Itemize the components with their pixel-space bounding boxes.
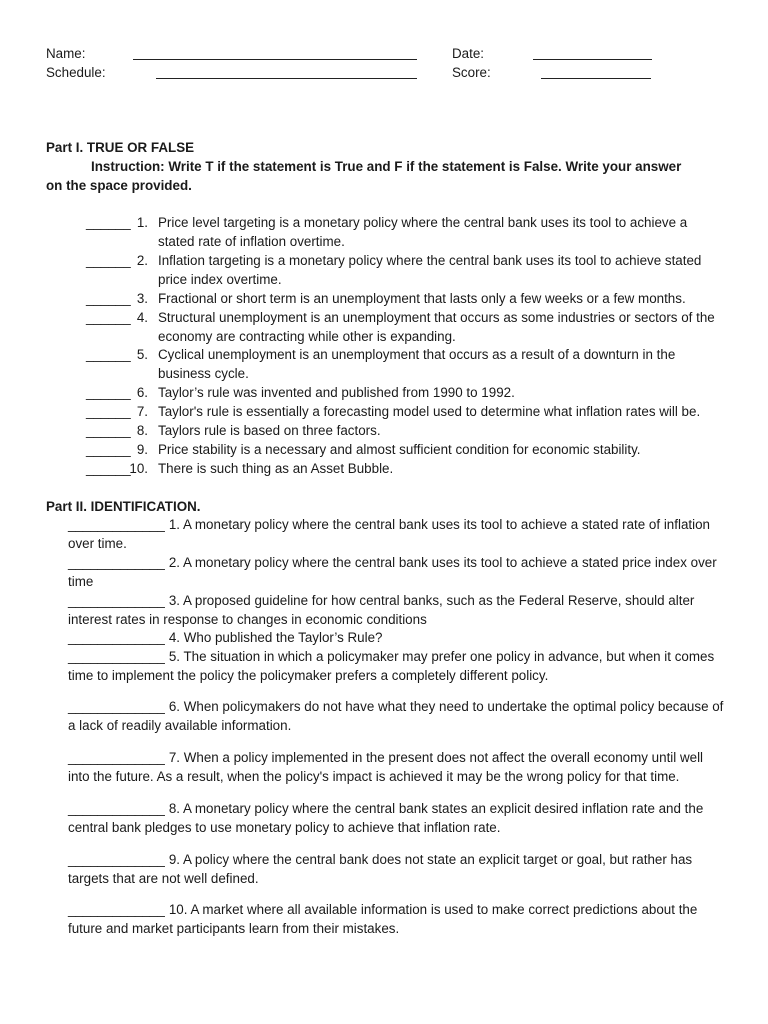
- answer-blank[interactable]: _____________: [68, 699, 165, 714]
- id-item-8: [68, 800, 728, 838]
- id-item-5: [68, 648, 728, 686]
- name-label: Name:: [46, 46, 86, 61]
- answer-blank[interactable]: _____________: [68, 630, 165, 645]
- name-field[interactable]: [133, 59, 417, 60]
- item-number: 6.: [168, 699, 180, 714]
- id-item-6: [68, 698, 728, 736]
- part1-instruction-line1: Instruction: Write T if the statement is True and F if the statement is False. Write your answer: [91, 159, 682, 174]
- answer-blank[interactable]: ______: [86, 347, 131, 362]
- tf-item-6: [86, 384, 726, 403]
- id-item-1: [68, 516, 728, 554]
- item-number: 1.: [136, 215, 148, 230]
- id-item-9: [68, 851, 728, 889]
- answer-blank[interactable]: _____________: [68, 517, 165, 532]
- item-text: Cyclical unemployment is an unemployment that occurs as a result of a downturn in the business cycle.: [158, 347, 676, 381]
- id-item-10: [68, 901, 728, 939]
- item-number: 7.: [136, 404, 148, 419]
- item-number: 3.: [136, 291, 148, 306]
- answer-blank[interactable]: ______: [86, 461, 131, 476]
- item-text: There is such thing as an Asset Bubble.: [158, 461, 394, 476]
- answer-blank[interactable]: _____________: [68, 801, 165, 816]
- tf-item-3: [86, 290, 726, 309]
- item-number: 4.: [136, 310, 148, 325]
- answer-blank[interactable]: ______: [86, 385, 131, 400]
- item-number: 5.: [136, 347, 148, 362]
- id-item-3: [68, 592, 728, 630]
- id-item-7: [68, 749, 728, 787]
- item-text: Inflation targeting is a monetary policy where the central bank uses its tool to achieve stated price index overtime.: [158, 253, 702, 287]
- item-text: A monetary policy where the central bank states an explicit desired inflation rate and the central bank pledges to use monetary policy to achieve that inflation rate.: [68, 801, 704, 835]
- score-label: Score:: [452, 65, 491, 80]
- item-text: A monetary policy where the central bank uses its tool to achieve a stated rate of inflation over time.: [68, 517, 710, 551]
- item-text: Fractional or short term is an unemployment that lasts only a few weeks or a few months.: [158, 291, 686, 306]
- date-label: Date:: [452, 46, 485, 61]
- id-item-4: [68, 629, 728, 648]
- item-number: 7.: [168, 750, 180, 765]
- tf-item-10: [86, 460, 726, 479]
- date-field[interactable]: [533, 59, 652, 60]
- id-item-2: [68, 554, 728, 592]
- tf-item-5: [86, 346, 726, 383]
- part2-title: Part II. IDENTIFICATION.: [46, 499, 201, 514]
- answer-blank[interactable]: ______: [86, 291, 131, 306]
- answer-blank[interactable]: _____________: [68, 852, 165, 867]
- answer-blank[interactable]: ______: [86, 215, 131, 230]
- item-text: Price stability is a necessary and almost sufficient condition for economic stability.: [158, 442, 641, 457]
- tf-item-2: [86, 252, 726, 289]
- answer-blank[interactable]: _____________: [68, 750, 165, 765]
- answer-blank[interactable]: _____________: [68, 902, 165, 917]
- item-text: A market where all available information is used to make correct predictions about the future and market participants learn from their mistakes.: [68, 902, 698, 936]
- answer-blank[interactable]: _____________: [68, 593, 165, 608]
- answer-blank[interactable]: ______: [86, 442, 131, 457]
- item-text: Taylors rule is based on three factors.: [158, 423, 381, 438]
- part1-title: Part I. TRUE OR FALSE: [46, 140, 195, 155]
- item-text: A policy where the central bank does not state an explicit target or goal, but rather has targets that are not well defined.: [68, 852, 693, 886]
- answer-blank[interactable]: ______: [86, 253, 131, 268]
- score-field[interactable]: [541, 78, 651, 79]
- item-text: A proposed guideline for how central banks, such as the Federal Reserve, should alter interest rates in response to changes in economic conditions: [68, 593, 695, 627]
- item-text: The situation in which a policymaker may prefer one policy in advance, but when it comes time to implement the policy the policymaker prefers a completely different policy.: [68, 649, 715, 683]
- schedule-field[interactable]: [156, 78, 417, 79]
- schedule-label: Schedule:: [46, 65, 106, 80]
- item-text: Structural unemployment is an unemployment that occurs as some industries or sectors of the economy are contracting while other is expanding.: [158, 310, 715, 344]
- item-number: 9.: [168, 852, 180, 867]
- item-number: 2.: [168, 555, 180, 570]
- item-number: 4.: [168, 630, 180, 645]
- answer-blank[interactable]: ______: [86, 310, 131, 325]
- item-text: Taylor's rule is essentially a forecasting model used to determine what inflation rates will be.: [158, 404, 701, 419]
- tf-item-1: [86, 214, 726, 251]
- tf-item-9: [86, 441, 726, 460]
- item-text: When a policy implemented in the present does not affect the overall economy until well into the future. As a result, when the policy's impact is achieved it may be the wrong policy for that time.: [68, 750, 704, 784]
- item-number: 8.: [168, 801, 180, 816]
- item-text: Price level targeting is a monetary policy where the central bank uses its tool to achieve a stated rate of inflation overtime.: [158, 215, 688, 249]
- item-number: 3.: [168, 593, 180, 608]
- item-text: Who published the Taylor’s Rule?: [183, 630, 383, 645]
- answer-blank[interactable]: ______: [86, 404, 131, 419]
- item-text: Taylor’s rule was invented and published from 1990 to 1992.: [158, 385, 515, 400]
- answer-blank[interactable]: _____________: [68, 555, 165, 570]
- item-number: 9.: [136, 442, 148, 457]
- answer-blank[interactable]: _____________: [68, 649, 165, 664]
- item-number: 8.: [136, 423, 148, 438]
- item-number: 6.: [136, 385, 148, 400]
- item-text: When policymakers do not have what they need to undertake the optimal policy because of a lack of readily available information.: [68, 699, 724, 733]
- tf-item-8: [86, 422, 726, 441]
- part1-instruction-line2: on the space provided.: [46, 178, 192, 193]
- tf-item-4: [86, 309, 726, 346]
- tf-item-7: [86, 403, 726, 422]
- item-number: 10.: [129, 461, 148, 476]
- item-number: 2.: [136, 253, 148, 268]
- item-number: 10.: [168, 902, 188, 917]
- item-number: 5.: [168, 649, 180, 664]
- item-number: 1.: [168, 517, 180, 532]
- item-text: A monetary policy where the central bank uses its tool to achieve a stated price index over time: [68, 555, 717, 589]
- answer-blank[interactable]: ______: [86, 423, 131, 438]
